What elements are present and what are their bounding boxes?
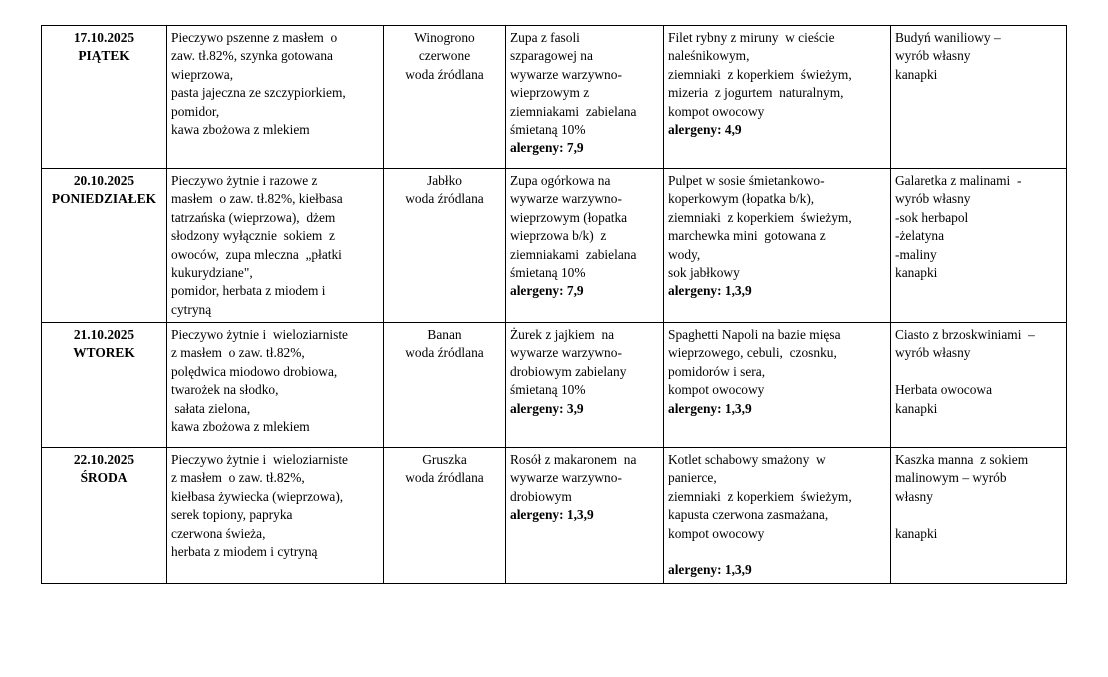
snack-line: Kaszka manna z sokiem — [895, 452, 1029, 467]
date-label: 21.10.2025 — [73, 327, 135, 342]
fruit-line: woda źródlana — [405, 191, 484, 207]
soup-line: śmietaną 10% — [510, 122, 586, 138]
soup-cell — [506, 26, 664, 169]
main-course-line: ziemniaki z koperkiem świeżym, — [668, 66, 852, 82]
snack-line: -maliny — [895, 246, 937, 262]
breakfast-line: pomidor, — [171, 103, 220, 119]
main-course-allergens: alergeny: 1,3,9 — [668, 400, 752, 416]
breakfast-line: z masłem o zaw. tł.82%, — [171, 470, 305, 486]
main-course-allergens: alergeny: 1,3,9 — [668, 283, 752, 299]
main-course-cell — [664, 323, 891, 448]
breakfast-line: wieprzowa, — [171, 66, 234, 82]
day-cell — [42, 323, 167, 448]
fruit-cell — [384, 26, 506, 169]
fruit-line: czerwone — [418, 48, 471, 64]
soup-line: ziemniakami zabielana — [510, 103, 637, 119]
main-course-line: ziemniaki z koperkiem świeżym, — [668, 209, 852, 225]
breakfast-line: serek topiony, papryka — [171, 507, 293, 523]
menu-day-row — [42, 26, 1067, 169]
soup-allergens: alergeny: 1,3,9 — [510, 507, 594, 523]
soup-allergens: alergeny: 7,9 — [510, 140, 584, 156]
main-course-line: Spaghetti Napoli na bazie mięsa — [668, 327, 841, 342]
snack-line: Herbata owocowa — [895, 382, 993, 398]
soup-line: śmietaną 10% — [510, 382, 586, 398]
snack-cell — [891, 169, 1067, 323]
snack-line: własny — [895, 488, 933, 504]
breakfast-line: pasta jajeczna ze szczypiorkiem, — [171, 85, 346, 101]
soup-allergens: alergeny: 3,9 — [510, 400, 584, 416]
menu-day-row — [42, 448, 1067, 584]
breakfast-line: herbata z miodem i cytryną — [171, 544, 318, 560]
soup-line: Zupa ogórkowa na — [510, 173, 611, 188]
breakfast-line: kawa zbożowa z mlekiem — [171, 419, 310, 435]
breakfast-line: Pieczywo żytnie i wieloziarniste — [171, 452, 348, 467]
breakfast-line: kiełbasa żywiecka (wieprzowa), — [171, 488, 344, 504]
main-course-line: pomidorów i sera, — [668, 363, 766, 379]
breakfast-line: kukurydziane", — [171, 265, 253, 281]
breakfast-line: Pieczywo żytnie i wieloziarniste — [171, 327, 348, 342]
soup-cell — [506, 169, 664, 323]
soup-line: Rosół z makaronem na — [510, 452, 637, 467]
main-course-line: koperkowym (łopatka b/k), — [668, 191, 815, 207]
soup-line: wywarze warzywno- — [510, 66, 622, 82]
soup-line: wieprzowa b/k) z — [510, 228, 607, 244]
main-course-cell — [664, 26, 891, 169]
main-course-allergens: alergeny: 4,9 — [668, 122, 742, 138]
blank-line — [668, 543, 886, 561]
menu-table — [41, 25, 1067, 584]
main-course-line: kompot owocowy — [668, 382, 765, 398]
breakfast-line: tatrzańska (wieprzowa), dżem — [171, 209, 336, 225]
main-course-line: kapusta czerwona zasmażana, — [668, 507, 829, 523]
fruit-line: Gruszka — [422, 452, 467, 467]
soup-line: Zupa z fasoli — [510, 30, 580, 45]
main-course-line: Pulpet w sosie śmietankowo- — [668, 173, 825, 188]
menu-day-row — [42, 169, 1067, 323]
snack-line: wyrób własny — [895, 345, 971, 361]
blank-line — [895, 363, 1062, 381]
snack-line: malinowym – wyrób — [895, 470, 1007, 486]
blank-line — [895, 506, 1062, 524]
breakfast-line: słodzony wyłącznie sokiem z — [171, 228, 335, 244]
main-course-line: ziemniaki z koperkiem świeżym, — [668, 488, 852, 504]
snack-cell — [891, 448, 1067, 584]
breakfast-line: owoców, zupa mleczna „płatki — [171, 246, 342, 262]
fruit-line: woda źródlana — [405, 345, 484, 361]
breakfast-cell — [167, 323, 384, 448]
snack-cell — [891, 323, 1067, 448]
fruit-line: woda źródlana — [405, 66, 484, 82]
soup-line: wieprzowym (łopatka — [510, 209, 628, 225]
fruit-line: Jabłko — [427, 173, 462, 188]
snack-line: wyrób własny — [895, 191, 971, 207]
breakfast-line: Pieczywo pszenne z masłem o — [171, 30, 338, 45]
breakfast-line: cytryną — [171, 301, 212, 317]
breakfast-line: masłem o zaw. tł.82%, kiełbasa — [171, 191, 343, 207]
snack-line: wyrób własny — [895, 48, 971, 64]
snack-line: -sok herbapol — [895, 209, 969, 225]
main-course-cell — [664, 448, 891, 584]
day-cell — [42, 448, 167, 584]
date-label: 20.10.2025 — [73, 173, 135, 188]
fruit-line: woda źródlana — [405, 470, 484, 486]
main-course-line: Filet rybny z miruny w cieście — [668, 30, 835, 45]
breakfast-line: twarożek na słodko, — [171, 382, 279, 398]
snack-line: kanapki — [895, 400, 938, 416]
date-label: 17.10.2025 — [73, 30, 135, 45]
menu-day-row — [42, 323, 1067, 448]
weekday-label: PIĄTEK — [78, 48, 130, 64]
soup-cell — [506, 448, 664, 584]
soup-line: wywarze warzywno- — [510, 345, 622, 361]
soup-line: drobiowym zabielany — [510, 363, 627, 379]
main-course-line: mizeria z jogurtem naturalnym, — [668, 85, 844, 101]
fruit-line: Winogrono — [414, 30, 475, 45]
main-course-line: kompot owocowy — [668, 525, 765, 541]
breakfast-line: zaw. tł.82%, szynka gotowana — [171, 48, 334, 64]
soup-line: ziemniakami zabielana — [510, 246, 637, 262]
breakfast-line: czerwona świeża, — [171, 525, 266, 541]
soup-cell — [506, 323, 664, 448]
main-course-line: wody, — [668, 246, 701, 262]
breakfast-cell — [167, 26, 384, 169]
main-course-cell — [664, 169, 891, 323]
soup-line: drobiowym — [510, 488, 572, 504]
main-course-allergens: alergeny: 1,3,9 — [668, 562, 752, 578]
main-course-line: kompot owocowy — [668, 103, 765, 119]
weekday-label: ŚRODA — [80, 470, 128, 486]
breakfast-cell — [167, 448, 384, 584]
soup-line: wieprzowym z — [510, 85, 590, 101]
day-cell — [42, 26, 167, 169]
breakfast-line: z masłem o zaw. tł.82%, — [171, 345, 305, 361]
date-label: 22.10.2025 — [73, 452, 135, 467]
weekday-label: PONIEDZIAŁEK — [51, 191, 157, 207]
snack-cell — [891, 26, 1067, 169]
snack-line: kanapki — [895, 525, 938, 541]
fruit-cell — [384, 448, 506, 584]
snack-line: kanapki — [895, 265, 938, 281]
snack-line: Galaretka z malinami - — [895, 173, 1022, 188]
breakfast-line: kawa zbożowa z mlekiem — [171, 122, 310, 138]
weekday-label: WTOREK — [73, 345, 135, 361]
fruit-cell — [384, 169, 506, 323]
snack-line: kanapki — [895, 66, 938, 82]
main-course-line: marchewka mini gotowana z — [668, 228, 826, 244]
main-course-line: Kotlet schabowy smażony w — [668, 452, 826, 467]
soup-line: wywarze warzywno- — [510, 191, 622, 207]
main-course-line: sok jabłkowy — [668, 265, 740, 281]
soup-line: śmietaną 10% — [510, 265, 586, 281]
soup-line: szparagowej na — [510, 48, 593, 64]
main-course-line: panierce, — [668, 470, 717, 486]
breakfast-line: Pieczywo żytnie i razowe z — [171, 173, 318, 188]
fruit-line: Banan — [427, 327, 462, 342]
snack-line: Budyń waniliowy – — [895, 30, 1001, 45]
soup-line: Żurek z jajkiem na — [510, 327, 615, 342]
soup-allergens: alergeny: 7,9 — [510, 283, 584, 299]
snack-line: -żelatyna — [895, 228, 945, 244]
breakfast-line: sałata zielona, — [171, 400, 251, 416]
soup-line: wywarze warzywno- — [510, 470, 622, 486]
fruit-cell — [384, 323, 506, 448]
day-cell — [42, 169, 167, 323]
main-course-line: naleśnikowym, — [668, 48, 750, 64]
breakfast-line: polędwica miodowo drobiowa, — [171, 363, 338, 379]
breakfast-cell — [167, 169, 384, 323]
breakfast-line: pomidor, herbata z miodem i — [171, 283, 326, 299]
main-course-line: wieprzowego, cebuli, czosnku, — [668, 345, 837, 361]
snack-line: Ciasto z brzoskwiniami – — [895, 327, 1035, 342]
